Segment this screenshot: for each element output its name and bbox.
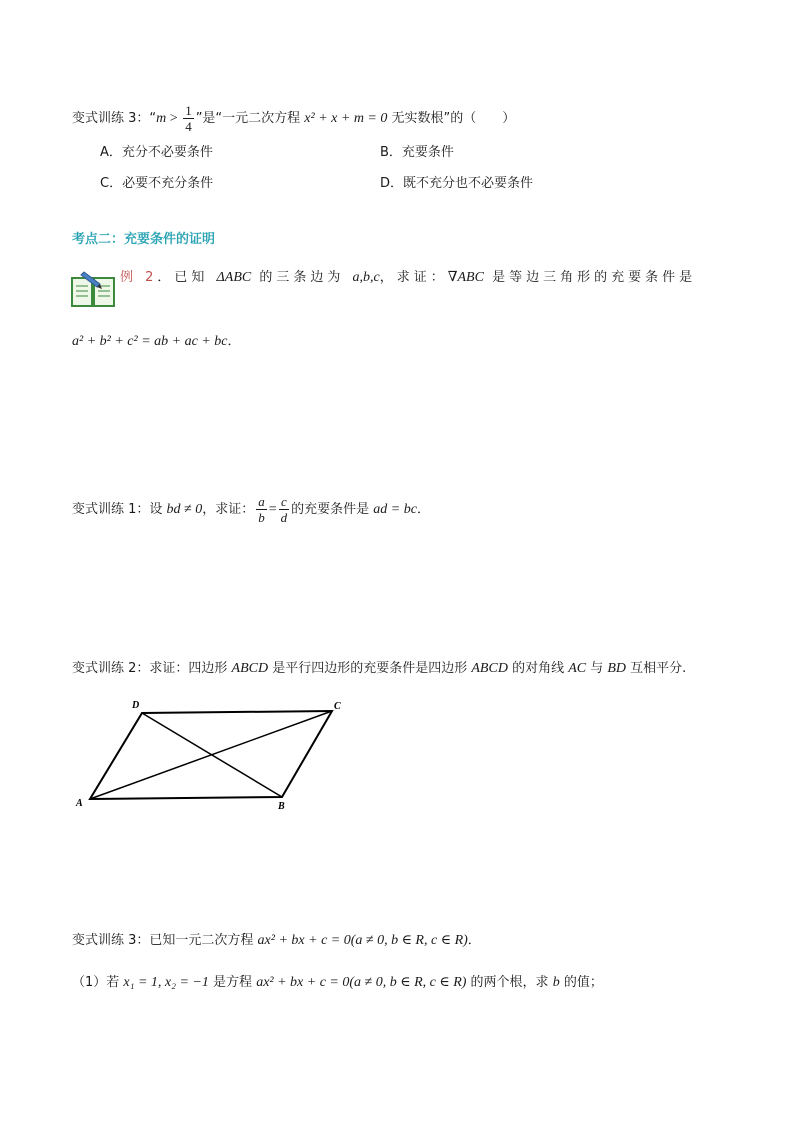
- vertex-label-a: A: [76, 798, 83, 809]
- question-variant-3b: 变式训练 3：已知一元二次方程 ax² + bx + c = 0(a ≠ 0, b ∈ R, c ∈ R)．: [72, 933, 481, 948]
- fraction-a-b: $\frac{a}{b}$: [258, 494, 265, 525]
- equation: x² + x + m = 0: [304, 111, 388, 126]
- section-title: 考点二：充要条件的证明: [72, 232, 216, 247]
- example-2-line-1: 例 2．已知 ΔABC 的三条边为 a,b,c，求证：∇ABC 是等边三角形的充要条件是: [120, 270, 697, 285]
- example-label: 例 2: [120, 270, 158, 285]
- option-a: A．充分不必要条件: [100, 145, 213, 160]
- option-d: D．既不充分也不必要条件: [380, 176, 534, 191]
- parallelogram-figure: [70, 695, 360, 815]
- equation: ax² + bx + c = 0(a ≠ 0, b ∈ R, c ∈ R): [256, 975, 467, 990]
- diagonal-bd: [142, 713, 282, 797]
- question-variant-1: 变式训练 1：设 bd ≠ 0，求证： $\frac{a}{b}$ = $\frac{c}{d}$ 的充要条件是 ad = bc．: [72, 494, 430, 525]
- sub-question-1: （1）若 x₁ = 1, x₂ = −1 是方程 ax² + bx + c = 0(a ≠ 0, b ∈ R, c ∈ R) 的两个根，求 b 的值；: [72, 975, 603, 990]
- fraction-c-d: $\frac{c}{d}$: [280, 494, 288, 525]
- equation: ax² + bx + c = 0(a ≠ 0, b ∈ R, c ∈ R): [257, 933, 468, 948]
- question-label: 变式训练 3：: [72, 111, 150, 126]
- question-variant-2: 变式训练 2：求证：四边形 ABCD 是平行四边形的充要条件是四边形 ABCD 的对角线 AC 与 BD 互相平分.: [72, 661, 687, 676]
- question-variant-3a: 变式训练 3：“m > $\frac{1}{4}$ ”是“一元二次方程 x² + x + m = 0 无实数根”的（ ）: [72, 103, 516, 134]
- vertex-label-c: C: [334, 701, 341, 712]
- example-2-line-2: a² + b² + c² = ab + ac + bc．: [72, 334, 241, 349]
- option-b: B．充要条件: [380, 145, 454, 160]
- fraction-one-quarter: $\frac{1}{4}$: [185, 103, 192, 134]
- equation: a² + b² + c² = ab + ac + bc: [72, 334, 228, 349]
- book-pencil-icon: [70, 268, 118, 310]
- option-c: C．必要不充分条件: [100, 176, 214, 191]
- vertex-label-d: D: [132, 700, 140, 711]
- vertex-label-b: B: [278, 801, 285, 812]
